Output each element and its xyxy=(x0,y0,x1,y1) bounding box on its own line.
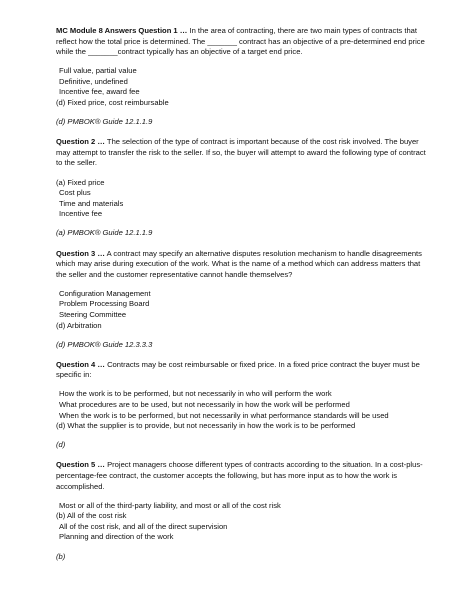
question-4-option-1: How the work is to be performed, but not necessarily in who will perform the work xyxy=(59,389,332,399)
question-5-option-1: Most or all of the third-party liability, and most or all of the cost risk xyxy=(59,500,281,510)
question-block-2 xyxy=(56,137,428,239)
question-2-reference: (a) PMBOK® Guide 12.1.1.9 xyxy=(56,228,153,238)
question-2-option-2: Cost plus xyxy=(59,188,91,198)
question-1-reference: (d) PMBOK® Guide 12.1.1.9 xyxy=(56,117,153,127)
document-page xyxy=(56,26,428,572)
question-2-options xyxy=(56,178,428,220)
question-1-text xyxy=(56,26,428,58)
question-1-options xyxy=(56,66,428,108)
question-2-option-1: (a) Fixed price xyxy=(56,177,105,187)
question-3-option-1: Configuration Management xyxy=(59,288,151,298)
question-4-label: Question 4 … xyxy=(56,359,105,369)
question-4-text xyxy=(56,360,428,381)
question-1-option-3: Incentive fee, award fee xyxy=(59,87,140,97)
question-2-label: Question 2 … xyxy=(56,137,105,147)
question-1-option-4: (d) Fixed price, cost reimbursable xyxy=(56,98,169,108)
question-1-body: In the area of contracting, there are two main types of contracts that reflect how the total price is determined. The _______ contract has an objective of a pre-determined end price while the _______contract typically has an objective of a target end price. xyxy=(56,26,425,57)
question-2-body: The selection of the type of contract is important because of the cost risk involved. The buyer may attempt to transfer the risk to the seller. If so, the buyer will attempt to award the following type of contract to the seller. xyxy=(56,137,426,168)
question-5-options xyxy=(56,501,428,543)
question-1-option-2: Definitive, undefined xyxy=(59,76,128,86)
question-5-text xyxy=(56,460,428,492)
question-1-option-1: Full value, partial value xyxy=(59,66,137,76)
question-4-options xyxy=(56,389,428,431)
question-3-text xyxy=(56,249,428,281)
question-3-option-4: (d) Arbitration xyxy=(56,320,102,330)
question-5-reference: (b) xyxy=(56,551,66,561)
question-3-option-3: Steering Committee xyxy=(59,309,127,319)
question-4-body: Contracts may be cost reimbursable or fixed price. In a fixed price contract the buyer must be specific in: xyxy=(56,359,420,380)
question-2-text xyxy=(56,137,428,169)
question-2-option-4: Incentive fee xyxy=(59,209,103,219)
question-3-body: A contract may specify an alternative disputes resolution mechanism to handle disagreements which may arise during execution of the work. What is the name of a method which can address matters that the seller and the customer representative cannot handle themselves? xyxy=(56,248,422,279)
question-5-option-2: (b) All of the cost risk xyxy=(56,511,127,521)
question-block-4 xyxy=(56,360,428,451)
question-4-option-2: What procedures are to be used, but not necessarily in how the work will be performed xyxy=(59,400,350,410)
question-3-label: Question 3 … xyxy=(56,248,105,258)
question-4-option-3: When the work is to be performed, but not necessarily in what performance standards will be used xyxy=(59,410,389,420)
question-5-option-4: Planning and direction of the work xyxy=(59,532,174,542)
question-block-1 xyxy=(56,26,428,128)
question-3-reference: (d) PMBOK® Guide 12.3.3.3 xyxy=(56,339,153,349)
question-5-option-3: All of the cost risk, and all of the direct supervision xyxy=(59,521,228,531)
question-block-5 xyxy=(56,460,428,562)
question-4-reference: (d) xyxy=(56,440,66,450)
question-3-options xyxy=(56,289,428,331)
question-5-label: Question 5 … xyxy=(56,460,105,470)
question-4-option-4: (d) What the supplier is to provide, but not necessarily in how the work is to be performed xyxy=(56,421,356,431)
question-3-option-2: Problem Processing Board xyxy=(59,299,150,309)
question-block-3 xyxy=(56,249,428,351)
question-1-label: MC Module 8 Answers Question 1 … xyxy=(56,26,188,35)
question-2-option-3: Time and materials xyxy=(59,198,124,208)
question-5-body: Project managers choose different types of contracts according to the situation. In a cost-plus-percentage-fee contract, the customer accepts the following, but has more input as to how the work is accomplished. xyxy=(56,460,423,491)
